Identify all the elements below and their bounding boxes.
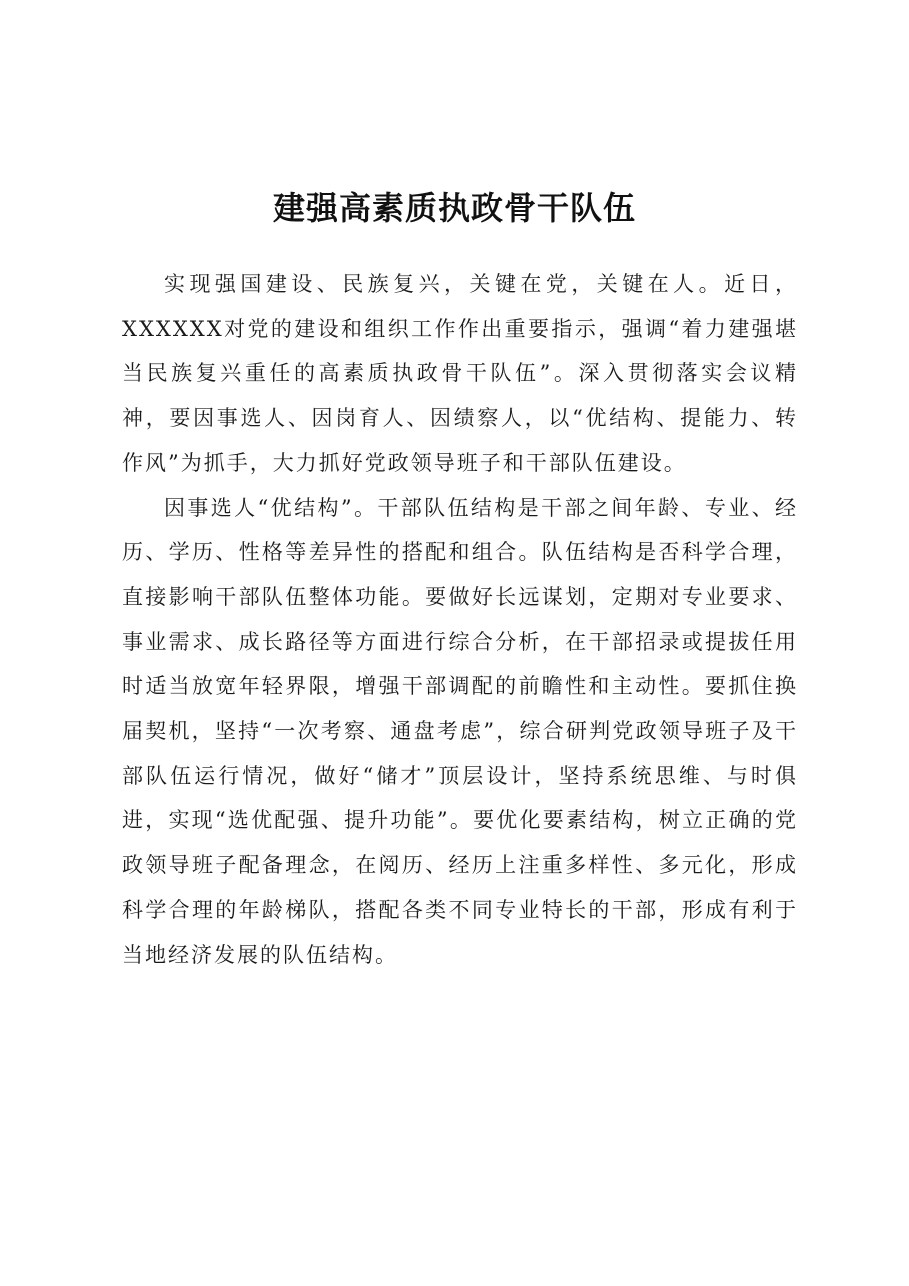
paragraph-intro: 实现强国建设、民族复兴，关键在党，关键在人。近日，XXXXXX对党的建设和组织工作作出重要指示，强调“着力建强堪当民族复兴重任的高素质执政骨干队伍”。深入贯彻落实会议精神，要因事选人、因岗育人、因绩察人，以“优结构、提能力、转作风”为抓手，大力抓好党政领导班子和干部队伍建设。 [122, 272, 798, 475]
document-title: 建强高素质执政骨干队伍 [272, 189, 636, 227]
document-body [122, 262, 798, 977]
paragraph-optimize-structure: 因事选人“优结构”。干部队伍结构是干部之间年龄、专业、经历、学历、性格等差异性的搭配和组合。队伍结构是否科学合理，直接影响干部队伍整体功能。要做好长远谋划，定期对专业要求、事业需求、成长路径等方面进行综合分析，在干部招录或提拔任用时适当放宽年轻界限，增强干部调配的前瞻性和主动性。要抓住换届契机，坚持“一次考察、通盘考虑”，综合研判党政领导班子及干部队伍运行情况，做好“储才”顶层设计，坚持系统思维、与时俱进，实现“选优配强、提升功能”。要优化要素结构，树立正确的党政领导班子配备理念，在阅历、经历上注重多样性、多元化，形成科学合理的年龄梯队，搭配各类不同专业特长的干部，形成有利于当地经济发展的队伍结构。 [122, 495, 798, 967]
